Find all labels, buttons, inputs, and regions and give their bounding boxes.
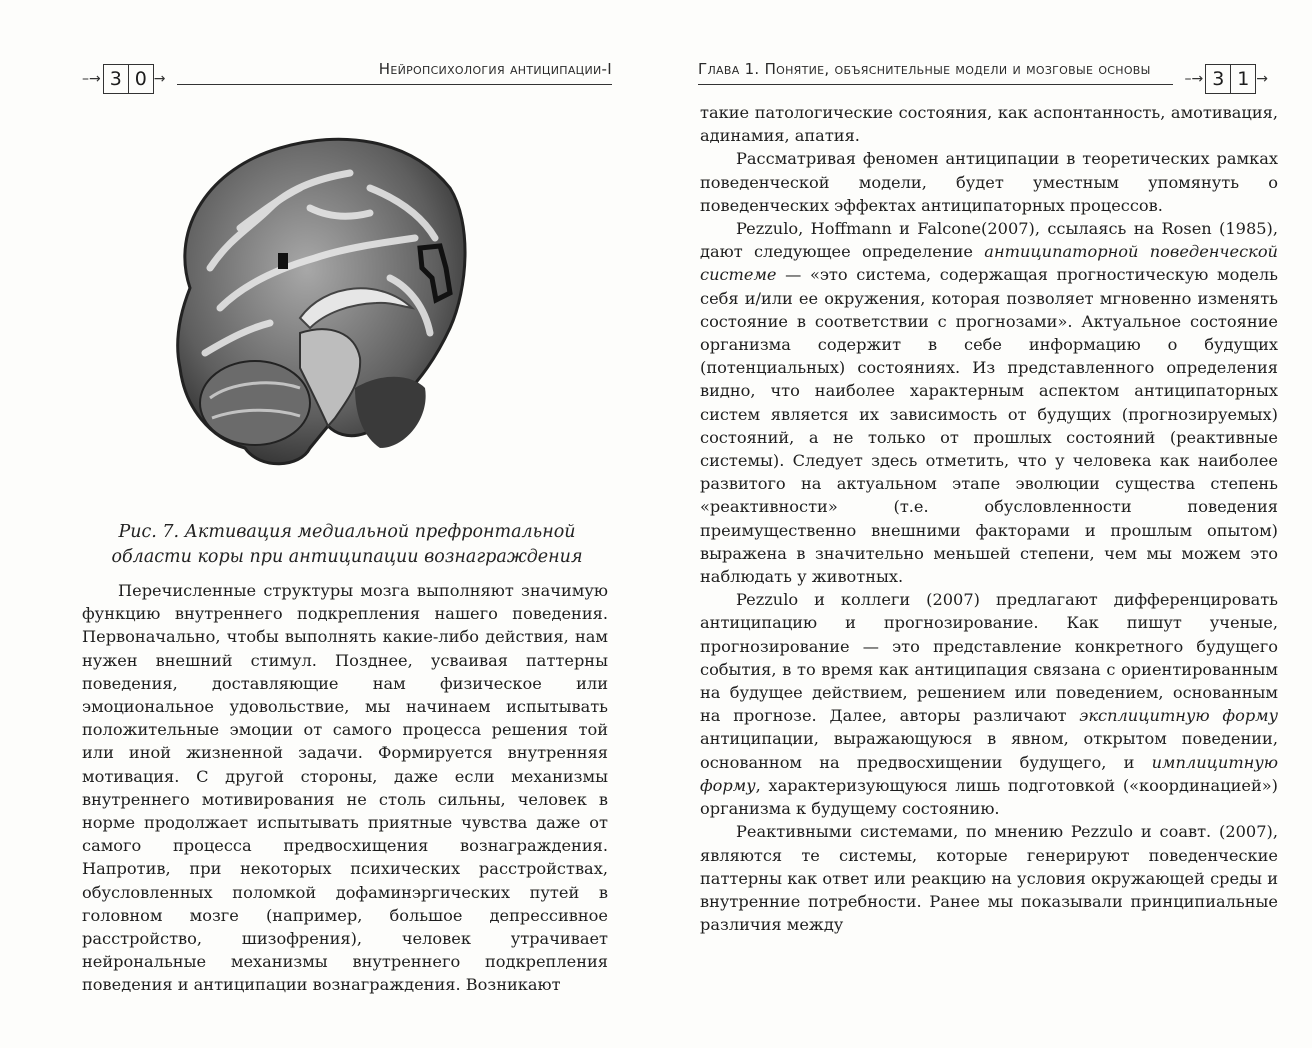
text-run: антиципации, выражающуюся в явном, открытом поведении, основанном на предвосхищении будущего, и <box>700 729 1278 772</box>
page-number-digit: 3 <box>103 64 129 94</box>
right-page <box>652 0 1312 1048</box>
figure-caption: Рис. 7. Активация медиальной префронтальной области коры при антиципации вознаграждения <box>111 522 583 567</box>
brain-mri-figure <box>150 118 472 502</box>
header-rule <box>177 84 612 85</box>
running-header: Нейропсихология антиципации-I <box>378 60 612 78</box>
page-number-digit: 0 <box>128 64 154 94</box>
header-rule <box>698 84 1173 85</box>
arrow-right-icon: –→ <box>82 71 101 87</box>
paragraph <box>700 588 1278 820</box>
right-page-number <box>1185 64 1268 94</box>
text-run: — «это система, содержащая прогностическую модель себя и/или ее окружения, которая позволяет мгновенно изменять состояние в соответствии с прогнозами». Актуальное состояние организма содержит в себе информацию о будущих (потенциальных) состояниях. Из представленного определения видно, что наиболее характерным аспектом антиципаторных систем является их зависимость от будущих (прогнозируемых) состояний, а не только от прошлых состояний (реактивные системы). Следует здесь отметить, что у человека как наиболее развитого на актуальном этапе эволюции существа степень «реактивности» (т.е. обусловленности поведения преимущественно внешними факторами и прошлым опытом) выражена в значительно меньшей степени, чем мы можем это наблюдать у животных. <box>700 265 1278 587</box>
left-page-header <box>82 50 612 92</box>
brain-sagittal-image <box>150 118 472 502</box>
paragraph: Реактивными системами, по мнению Pezzulo и соавт. (2007), являются те системы, которые генерируют поведенческие паттерны как ответ или реакцию на условия окружающей среды и внутренние потребности. Ранее мы показывали принципиальные различия между <box>700 822 1278 935</box>
paragraph: Перечисленные структуры мозга выполняют значимую функцию внутреннего подкрепления нашего поведения. Первоначально, чтобы выполнять какие-либо действия, нам нужен внешний стимул. Позднее, усваивая паттерны поведения, доставляющие нам физическое или эмоциональное удовольствие, мы начинаем испытывать положительные эмоции от самого процесса решения той или иной жизненной задачи. Формируется внутренняя мотивация. С другой стороны, даже если механизмы внутреннего мотивирования не столь сильны, человек в норме продолжает испытывать приятные чувства даже от самого процесса предвосхищения вознаграждения. Напротив, при некоторых психических расстройствах, обусловленных поломкой дофаминэргических путей в головном мозге (например, большое депрессивное расстройство, шизофрения), человек утрачивает нейрональные механизмы внутреннего подкрепления поведения и антиципации вознаграждения. Возникают <box>82 581 608 995</box>
paragraph: такие патологические состояния, как аспонтанность, амотивация, адинамия, апатия. <box>700 103 1278 146</box>
emphasis-term: антиципаторной поведенческой системе <box>700 242 1278 285</box>
arrow-right-icon: –→ <box>1184 71 1204 87</box>
paragraph <box>700 217 1278 588</box>
text-run: , характеризующуюся лишь подготовкой («координацией») организма к будущему состоянию. <box>700 775 1278 819</box>
emphasis-term: имплицитную форму <box>700 752 1278 795</box>
running-header: Глава 1. Понятие, объяснительные модели и мозговые основы <box>698 60 1151 78</box>
right-page-body <box>700 101 1278 936</box>
page-number-digit: 1 <box>1230 64 1256 94</box>
paragraph: Рассматривая феномен антиципации в теоретических рамках поведенческой модели, будет уместным упомянуть о поведенческих эффектах антиципаторных процессов. <box>700 149 1278 215</box>
left-page-body <box>82 579 608 997</box>
left-page-number <box>82 64 165 94</box>
emphasis-term: эксплицитную форму <box>1079 706 1278 726</box>
arrow-right-icon: → <box>1256 71 1268 87</box>
text-run: Pezzulo и коллеги (2007) предлагают дифференцировать антиципацию и прогнозирование. Как пишут ученые, прогнозирование — это представление конкретного будущего события, в то время как антиципация связана с ориентированным на будущее действием, решением или поведением, основанным на прогнозе. Далее, авторы различают <box>700 590 1278 726</box>
text-run: Pezzulo, Hoffmann и Falcone(2007), ссылаясь на Rosen (1985), дают следующее определение <box>700 219 1278 262</box>
page-number-digit: 3 <box>1205 64 1231 94</box>
arrow-right-icon: → <box>153 71 166 87</box>
right-page-header <box>698 50 1268 92</box>
left-page <box>0 0 652 1048</box>
